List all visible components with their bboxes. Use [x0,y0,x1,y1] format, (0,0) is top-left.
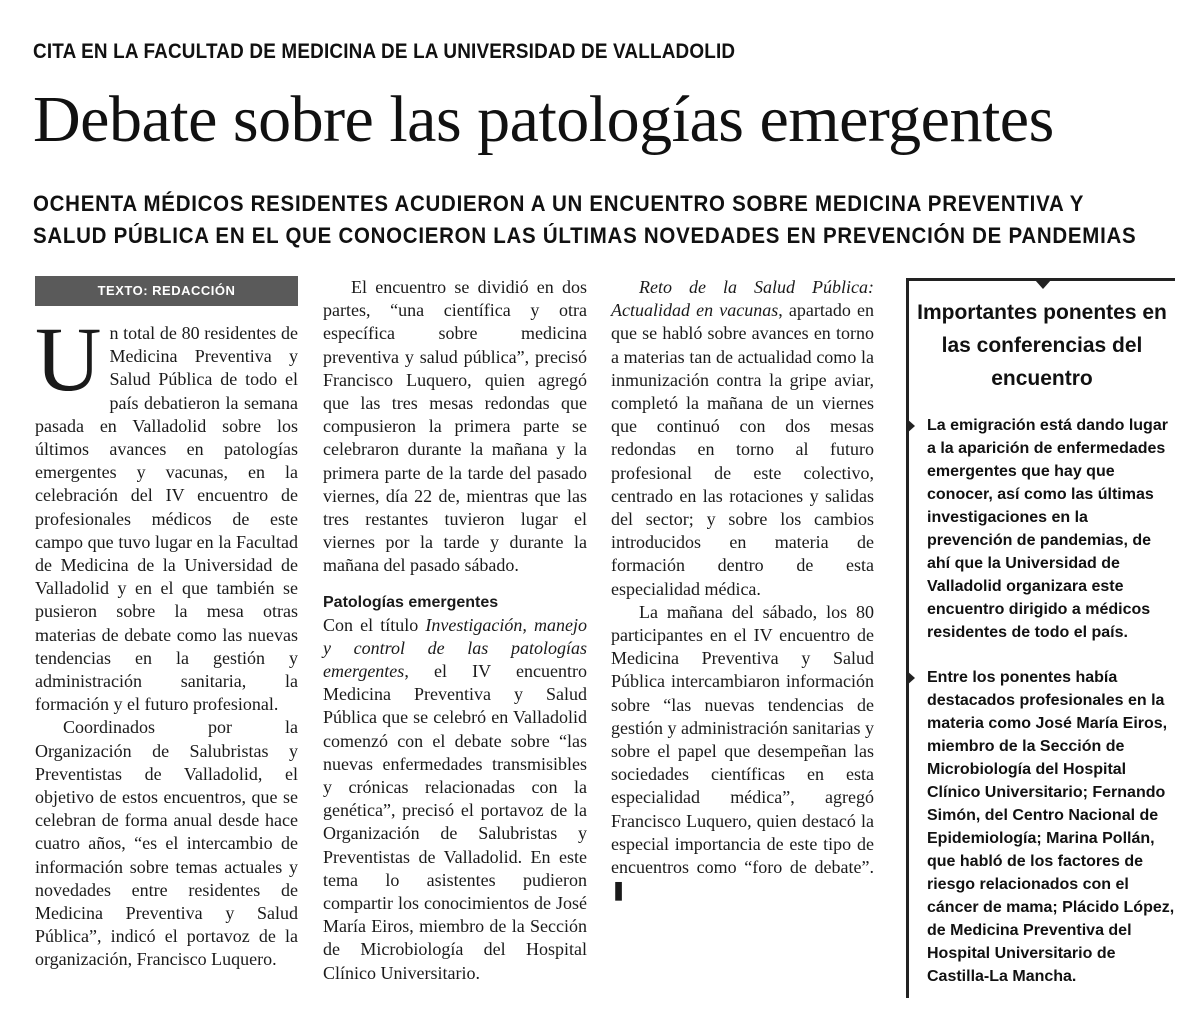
end-mark: ❚ [611,880,627,901]
subhead-line-1: OCHENTA MÉDICOS RESIDENTES ACUDIERON A UN ENCUENTRO SOBRE MEDICINA PREVENTIVA Y [33,191,1085,216]
headline: Debate sobre las patologías emergentes [33,83,1054,156]
byline: TEXTO: REDACCIÓN [35,276,298,306]
paragraph-6-text: La mañana del sábado, los 80 participantes en el IV encuentro de Medicina Preventiva y Salud Pública intercambiaron información sobre “las nuevas tendencias de gestión y administración sanitarias y sobre el papel que desempeñan las sociedades científicas en esta especialidad médica”, agregó Francisco Luquero, quien destacó la especial importancia de este tipo de encuentros como “foro de debate”. [611,601,874,878]
bullet-arrow-icon [906,418,915,434]
kicker: CITA EN LA FACULTAD DE MEDICINA DE LA UNIVERSIDAD DE VALLADOLID [33,40,736,63]
section-subtitle: Patologías emergentes [323,593,499,611]
paragraph-4 [323,614,587,985]
paragraph-5-title: Reto de la Salud Pública: Actualidad en vacunas [611,277,874,321]
paragraph-5 [611,276,874,601]
paragraph-4-rest: , el IV encuentro Medicina Preventiva y Salud Pública que se celebró en Valladolid comenzó con el debate sobre “las nuevas enfermedades transmisibles y crónicas relacionadas con la genética”, precisó el portavoz de la Organización de Salubristas y Preventistas de Valladolid. En este tema lo asistentes pudieron compartir los conocimientos de José María Eiros, miembro de la Sección de Microbiología del Hospital Clínico Universitario. [323,661,587,983]
sidebar-notch-icon [1035,280,1051,289]
subhead [33,188,1149,252]
paragraph-4-start: Con el título [323,614,426,635]
subhead-line-2: SALUD PÚBLICA EN EL QUE CONOCIERON LAS ÚLTIMAS NOVEDADES EN PREVENCIÓN DE PANDEMIAS [33,223,1137,248]
paragraph-4-title: Investigación, manejo y control de las patologías emergentes [323,614,587,682]
paragraph-3: El encuentro se dividió en dos partes, “una científica y otra específica sobre medicina preventiva y salud pública”, precisó Francisco Luquero, quien agregó que las tres mesas redondas que compusieron la primera parte se celebraron durante la mañana y la primera parte de la tarde del pasado viernes, día 22 de, mientras que las tres restantes tuvieron lugar el viernes por la tarde y durante la mañana del pasado sábado. [323,277,587,576]
paragraph-1-text: n total de 80 residentes de Medicina Preventiva y Salud Pública de todo el país debatieron la semana pasada en Valladolid sobre los últimos avances en patologías emergentes y vacunas, en la celebración del IV encuentro de profesionales médicos de este campo que tuvo lugar en la Facultad de Medicina de la Universidad de Valladolid y en el que también se pusieron sobre la mesa otras materias de debate como las nuevas tendencias en la gestión y administración sanitaria, la formación y el futuro profesional. [35,323,298,715]
column-2 [323,276,587,985]
column-1 [35,276,298,972]
sidebar-box [906,278,1175,998]
drop-cap: U [35,308,102,410]
column-3 [611,276,874,902]
paragraph-6 [611,601,874,903]
sidebar-item-1: La emigración está dando lugar a la aparición de enfermedades emergentes que hay que conocer, así como las últimas investigaciones en la prevención de pandemias, de ahí que la Universidad de Valladolid organizara este encuentro dirigido a médicos residentes de todo el país. [927,417,1168,641]
paragraph-2: Coordinados por la Organización de Salubristas y Preventistas de Valladolid, el objetivo de estos encuentros, que se celebran de forma anual desde hace cuatro años, “es el intercambio de información sobre temas actuales y novedades entre residentes de Medicina Preventiva y Salud Pública”, indicó el portavoz de la organización, Francisco Luquero. [35,717,298,970]
sidebar-title: Importantes ponentes en las conferencias del encuentro [917,301,1167,390]
paragraph-1 [35,308,298,716]
bullet-arrow-icon [906,670,915,686]
sidebar-item-2: Entre los ponentes había destacados profesionales en la materia como José María Eiros, miembro de la Sección de Microbiología del Hospital Clínico Universitario; Fernando Simón, del Centro Nacional de Epidemiología; Marina Pollán, que habló de los factores de riesgo relacionados con el cáncer de mama; Plácido López, de Medicina Preventiva del Hospital Universitario de Castilla-La Mancha. [927,669,1175,985]
paragraph-5-rest: , apartado en que se habló sobre avances en torno a materias tan de actualidad como la inmunización contra la gripe aviar, completó la mañana de un viernes que continuó con dos mesas redondas en torno al futuro profesional de este colectivo, centrado en las rotaciones y salidas del sector; y sobre los cambios introducidos en materia de formación dentro de esta especialidad médica. [611,300,874,599]
